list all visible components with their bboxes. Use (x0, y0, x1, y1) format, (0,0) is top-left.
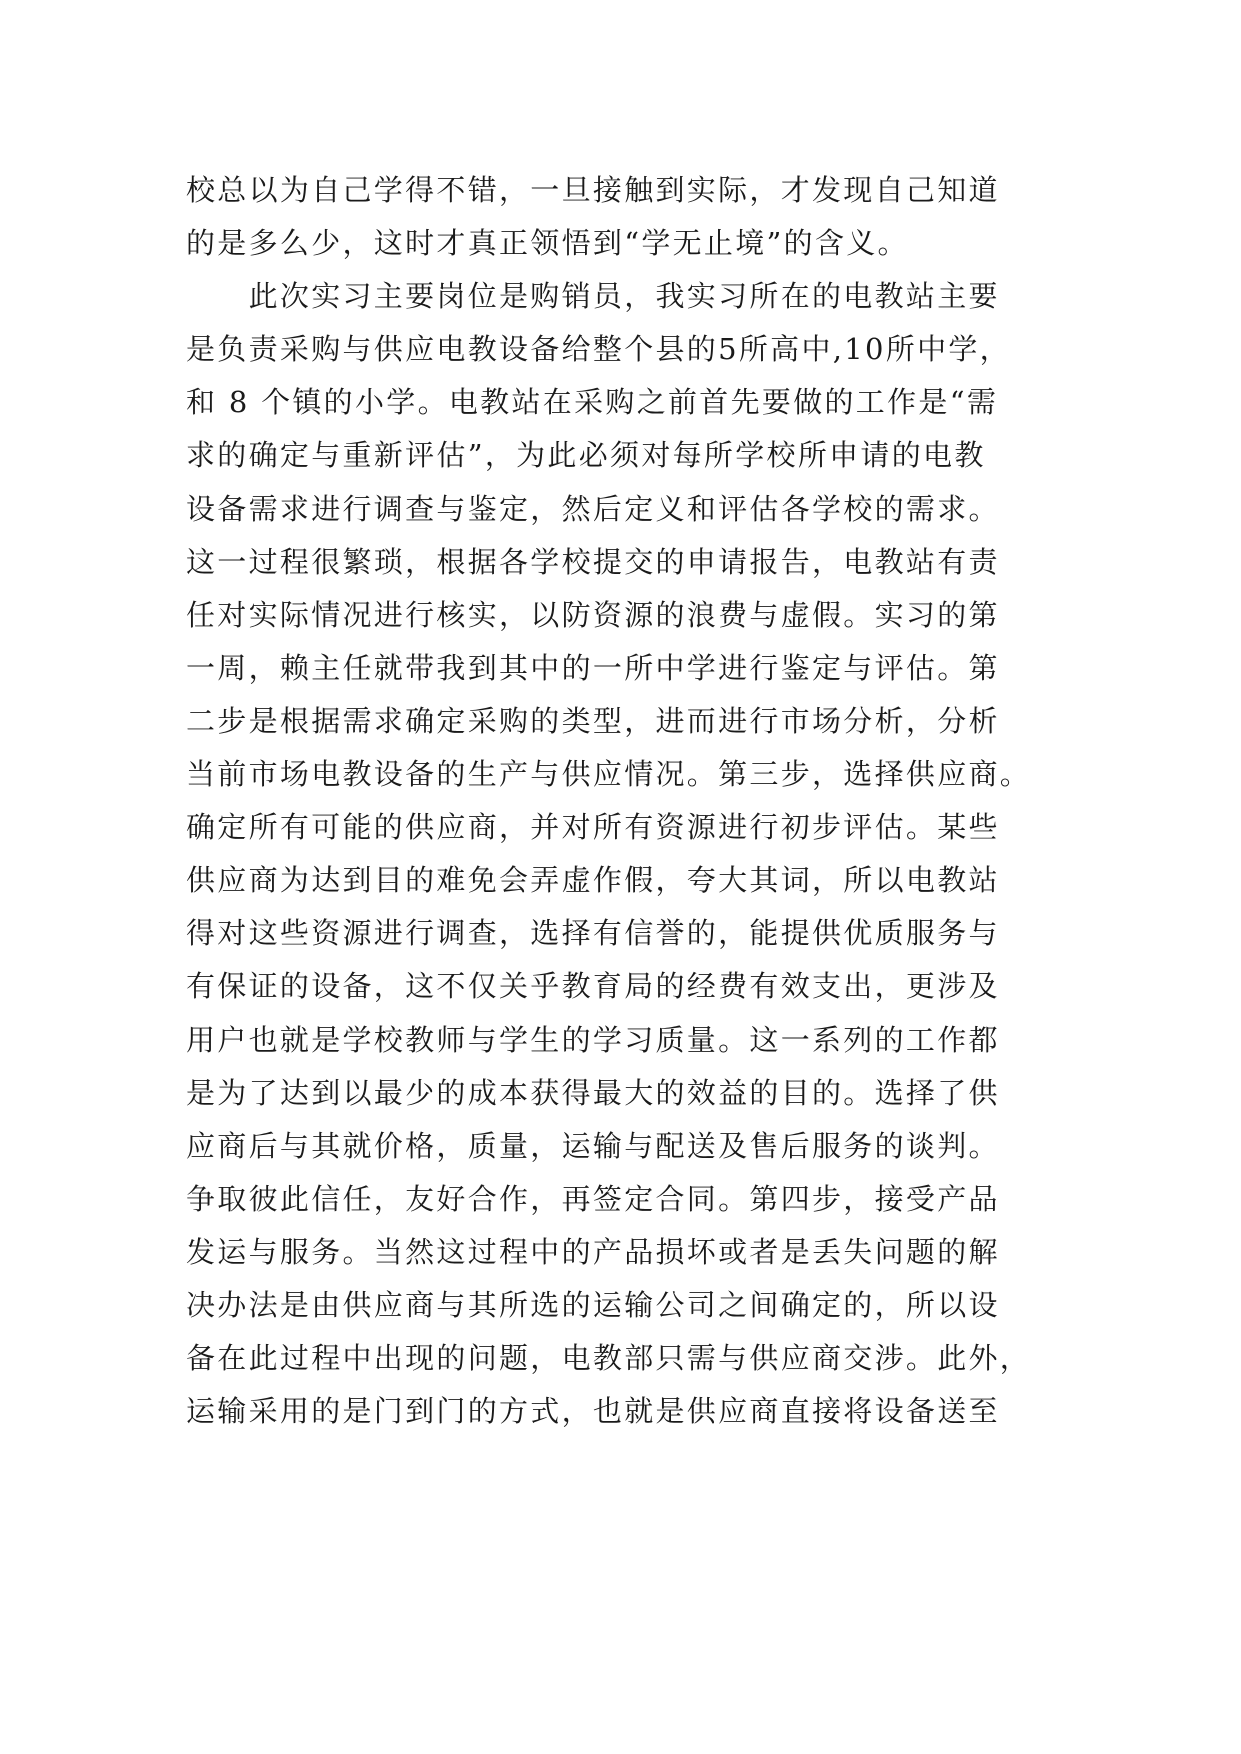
text-line: 备在此过程中出现的问题，电教部只需与供应商交涉。此外， (186, 1341, 1032, 1376)
text-line: 得对这些资源进行调查，选择有信誉的，能提供优质服务与 (186, 916, 1000, 951)
text-line: 用户也就是学校教师与学生的学习质量。这一系列的工作都 (186, 1022, 1000, 1057)
text-line: 校总以为自己学得不错，一旦接触到实际，才发现自己知道 (186, 173, 1000, 207)
text-line: 运输采用的是门到门的方式，也就是供应商直接将设备送至 (186, 1394, 1000, 1429)
text-line: 是负责采购与供应电教设备给整个县的5所高中,10所中学， (186, 332, 1011, 367)
text-line: 任对实际情况进行核实，以防资源的浪费与虚假。实习的第 (186, 597, 1000, 632)
text-line: 决办法是由供应商与其所选的运输公司之间确定的，所以设 (186, 1287, 1000, 1322)
text-line: 设备需求进行调查与鉴定，然后定义和评估各学校的需求。 (186, 491, 1000, 526)
text-line: 有保证的设备，这不仅关乎教育局的经费有效支出，更涉及 (186, 969, 1000, 1004)
text-line: 求的确定与重新评估”，为此必须对每所学校所申请的电教 (186, 438, 986, 473)
text-line: 发运与服务。当然这过程中的产品损坏或者是丢失问题的解 (186, 1234, 1000, 1269)
body-text (186, 164, 1066, 1438)
text-line: 供应商为达到目的难免会弄虚作假，夸大其词，所以电教站 (186, 863, 1000, 898)
text-line: 当前市场电教设备的生产与供应情况。第三步，选择供应商。 (186, 757, 1032, 792)
text-line: 和 8 个镇的小学。电教站在采购之前首先要做的工作是“需 (186, 385, 999, 420)
text-line: 的是多么少，这时才真正领悟到“学无止境”的含义。 (186, 226, 909, 261)
text-line: 这一过程很繁琐，根据各学校提交的申请报告，电教站有责 (186, 544, 1000, 579)
text-line: 是为了达到以最少的成本获得最大的效益的目的。选择了供 (186, 1075, 1000, 1110)
text-line: 二步是根据需求确定采购的类型，进而进行市场分析，分析 (186, 703, 1000, 738)
text-line: 此次实习主要岗位是购销员，我实习所在的电教站主要 (186, 279, 1000, 314)
text-line: 争取彼此信任，友好合作，再签定合同。第四步，接受产品 (186, 1181, 1000, 1216)
text-line: 应商后与其就价格，质量，运输与配送及售后服务的谈判。 (186, 1128, 1000, 1163)
text-line: 一周，赖主任就带我到其中的一所中学进行鉴定与评估。第 (186, 650, 1000, 685)
text-line: 确定所有可能的供应商，并对所有资源进行初步评估。某些 (186, 810, 1000, 845)
